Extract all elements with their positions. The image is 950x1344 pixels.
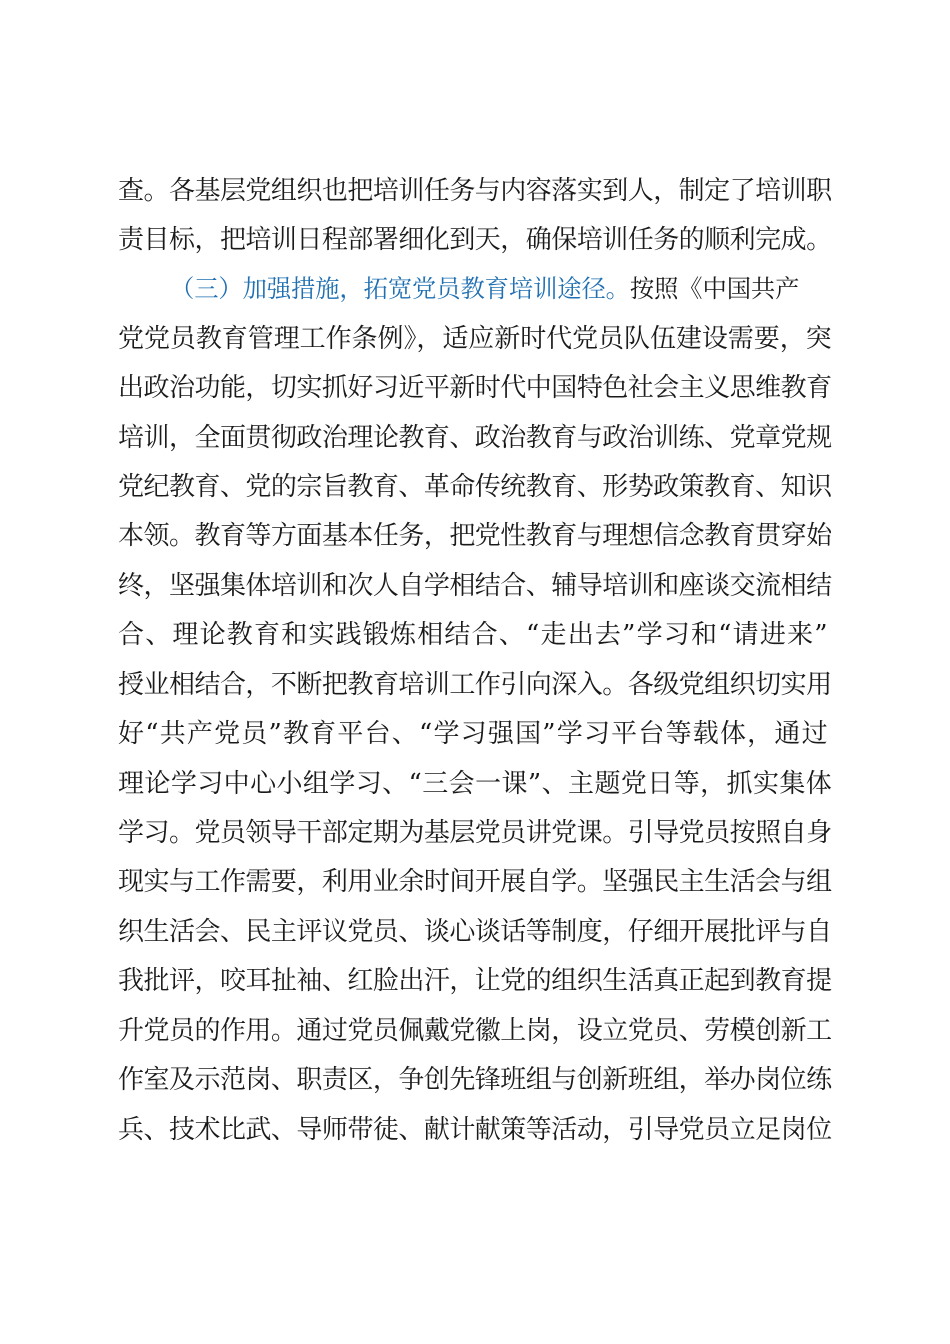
text-line: 现实与工作需要，利用业余时间开展自学。坚强民主生活会与组 <box>118 867 832 897</box>
text-line: 织生活会、民主评议党员、谈心谈话等制度，仔细开展批评与自 <box>118 917 832 947</box>
text-line: 查。各基层党组织也把培训任务与内容落实到人，制定了培训职 <box>118 176 832 206</box>
text-line: 责目标，把培训日程部署细化到天，确保培训任务的顺利完成。 <box>118 225 832 255</box>
text-line: 升党员的作用。通过党员佩戴党徽上岗，设立党员、劳模创新工 <box>118 1016 832 1046</box>
text-line: 好“共产党员”教育平台、“学习强国”学习平台等载体，通过 <box>118 719 829 749</box>
text-line: 我批评，咬耳扯袖、红脸出汗，让党的组织生活真正起到教育提 <box>118 966 832 996</box>
text-line: 党纪教育、党的宗旨教育、革命传统教育、形势政策教育、知识 <box>118 472 832 502</box>
text-line: 党党员教育管理工作条例》，适应新时代党员队伍建设需要，突 <box>118 324 832 354</box>
text-line: 终，坚强集体培训和次人自学相结合、辅导培训和座谈交流相结 <box>118 571 832 601</box>
text-line: 出政治功能，切实抓好习近平新时代中国特色社会主义思维教育 <box>118 373 832 403</box>
text-line: 本领。教育等方面基本任务，把党性教育与理想信念教育贯穿始 <box>118 521 832 551</box>
text-line: 授业相结合，不断把教育培训工作引向深入。各级党组织切实用 <box>118 670 832 700</box>
text-line: 合、理论教育和实践锻炼相结合、“走出去”学习和“请进来” <box>118 620 829 650</box>
text-line: 培训，全面贯彻政治理论教育、政治教育与政治训练、党章党规 <box>118 423 832 453</box>
text-line: 作室及示范岗、职责区，争创先锋班组与创新班组，举办岗位练 <box>118 1065 832 1095</box>
section-heading-tail: 按照《中国共产 <box>629 274 800 303</box>
text-line: 学习。党员领导干部定期为基层党员讲党课。引导党员按照自身 <box>118 818 832 848</box>
text-line: 兵、技术比武、导师带徒、献计献策等活动，引导党员立足岗位 <box>118 1115 832 1145</box>
section-heading: （三）加强措施，拓宽党员教育培训途径。 <box>170 274 630 303</box>
text-line: 理论学习中心小组学习、“三会一课”、主题党日等，抓实集体 <box>118 769 833 799</box>
section-heading-line <box>170 269 832 309</box>
